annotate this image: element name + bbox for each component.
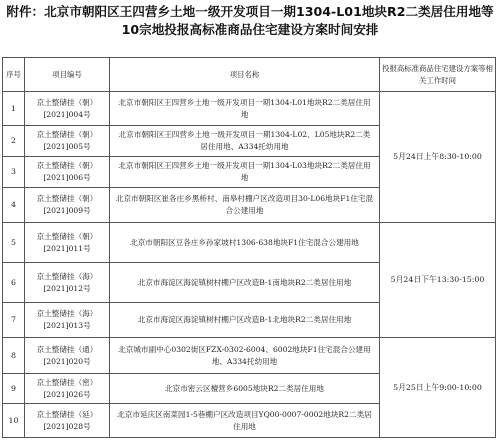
page-title: 附件：北京市朝阳区王四营乡土地一级开发项目一期1304-L01地块R2二类居住用地等10宗地投报高标准商品住宅建设方案时间安排 [6, 4, 494, 37]
time-slot-1: 5月24日上午8:30-10:00 [380, 92, 496, 223]
row-name: 北京市海淀区海淀镇树村棚户区改造B-1北地块R2二类居住用地 [110, 303, 380, 338]
row-code: 京土整储挂（通）[2021]020号 [25, 338, 110, 374]
time-slot-3: 5月25日上午9:00-10:00 [380, 338, 496, 438]
row-seq: 1 [3, 92, 25, 126]
row-code: 京土整储挂（朝）[2021]009号 [25, 188, 110, 223]
row-name: 北京市海淀区海淀镇树村棚户区改造B-1南地块R2二类居住用地 [110, 263, 380, 303]
time-slot-2: 5月24日下午13:30-15:00 [380, 223, 496, 338]
row-code: 京土整储挂（朝）[2021]011号 [25, 223, 110, 263]
row-seq: 5 [3, 223, 25, 263]
row-name: 北京市延庆区南菜园1-5巷棚户区改造项目YQ00-0007-0002地块R2二类居住用地 [110, 404, 380, 438]
row-seq: 3 [3, 157, 25, 188]
row-code: 京土整储挂（密）[2021]026号 [25, 374, 110, 404]
schedule-table [2, 57, 496, 438]
row-seq: 2 [3, 126, 25, 157]
row-code: 京土整储挂（海）[2021]013号 [25, 303, 110, 338]
row-name: 北京市朝阳区崔各庄乡黑桥村、南皋村棚户区改造项目30-L06地块F1住宅混合公建用地 [110, 188, 380, 223]
row-seq: 6 [3, 263, 25, 303]
row-code: 京土整储挂（朝）[2021]006号 [25, 157, 110, 188]
table-header-row [3, 58, 496, 92]
row-seq: 10 [3, 404, 25, 438]
row-seq: 9 [3, 374, 25, 404]
row-name: 北京市朝阳区王四营乡土地一级开发项目一期1304-L01地块R2二类居住用地 [110, 92, 380, 126]
table-row [3, 92, 496, 126]
row-name: 北京城市副中心0302街区FZX-0302-6004、6002地块F1住宅混合公建用地、A334托幼用地 [110, 338, 380, 374]
row-code: 京土整储挂（海）[2021]012号 [25, 263, 110, 303]
header-seq: 序号 [3, 58, 25, 92]
row-seq: 7 [3, 303, 25, 338]
row-seq: 4 [3, 188, 25, 223]
header-name: 项目名称 [110, 58, 380, 92]
row-name: 北京市朝阳区豆各庄乡孙家坡村1306-638地块F1住宅混合公建用地 [110, 223, 380, 263]
row-seq: 8 [3, 338, 25, 374]
row-name: 北京市密云区檀营乡6005地块R2二类居住用地 [110, 374, 380, 404]
row-name: 北京市朝阳区王四营乡土地一级开发项目一期1304-L03地块R2二类居住用地 [110, 157, 380, 188]
row-code: 京土整储挂（延）[2021]028号 [25, 404, 110, 438]
table-row [3, 223, 496, 263]
table-row [3, 338, 496, 374]
row-code: 京土整储挂（朝）[2021]004号 [25, 92, 110, 126]
row-code: 京土整储挂（朝）[2021]005号 [25, 126, 110, 157]
header-code: 项目编号 [25, 58, 110, 92]
row-name: 北京市朝阳区王四营乡土地一级开发项目一期1304-L02、L05地块R2二类居住用地、A334托幼用地 [110, 126, 380, 157]
header-time: 投报高标准商品住宅建设方案等相关工作时间 [380, 58, 496, 92]
